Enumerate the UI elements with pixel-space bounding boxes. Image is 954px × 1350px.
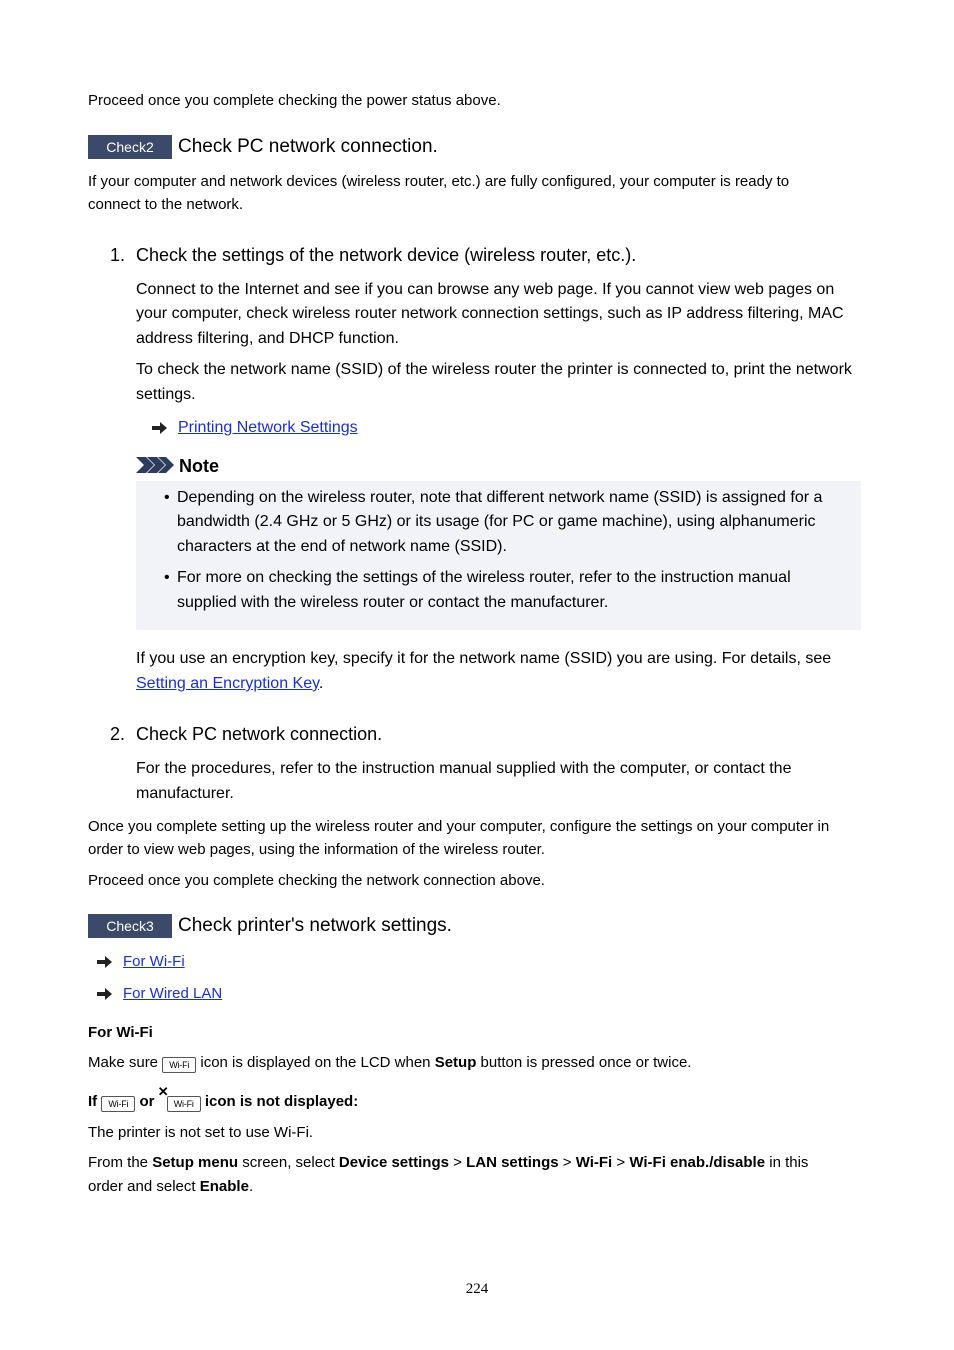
- make-sure-rest: icon is displayed on the LCD when: [200, 1054, 431, 1071]
- right-arrow-icon: [152, 422, 168, 434]
- check2-title: Check PC network connection.: [178, 136, 438, 157]
- check2-badge: Check2: [88, 135, 172, 159]
- in-this: in this: [769, 1154, 809, 1171]
- order-select: order and select: [88, 1178, 196, 1195]
- not-set-text: The printer is not set to use Wi-Fi.: [88, 1124, 314, 1141]
- step1-para1-1: Connect to the Internet and see if you can browse any web page. If you cannot view web pages on: [136, 281, 835, 298]
- check3-title: Check printer's network settings.: [178, 915, 452, 936]
- note-item-2-line-1: For more on checking the settings of the wireless router, refer to the instruction manual: [177, 569, 791, 586]
- for-wifi-link-row[interactable]: [97, 950, 185, 973]
- for-wired-lan-link[interactable]: For Wired LAN: [123, 985, 223, 1002]
- encryption-line-2: [136, 672, 323, 697]
- setting-encryption-key-link[interactable]: Setting an Encryption Key: [136, 675, 319, 692]
- for-wifi-link[interactable]: For Wi-Fi: [123, 953, 185, 970]
- encryption-line-1: If you use an encryption key, specify it for the network name (SSID) you are using. For details, see: [136, 650, 832, 667]
- wifi-label: Wi-Fi: [575, 1154, 613, 1171]
- enable-label: Enable: [199, 1178, 249, 1195]
- not-displayed-text: icon is not displayed:: [204, 1093, 359, 1110]
- screen-select: screen, select: [242, 1154, 335, 1171]
- step1-title: Check the settings of the network device (wireless router, etc.).: [136, 245, 637, 265]
- encryption-period: .: [318, 675, 324, 692]
- step1-para1-3: address filtering, and DHCP function.: [136, 330, 399, 347]
- intro-line: Proceed once you complete checking the power status above.: [88, 92, 501, 109]
- make-sure-end: button is pressed once or twice.: [480, 1054, 692, 1071]
- check2-intro-2: connect to the network.: [88, 196, 244, 213]
- note-item-1-line-3: characters at the end of network name (SSID).: [177, 538, 507, 555]
- wifi-icon: Wi-Fi: [162, 1057, 196, 1073]
- printing-network-settings-link-row[interactable]: [152, 416, 358, 441]
- note-title: Note: [179, 456, 219, 476]
- note-item-1-line-2: bandwidth (2.4 GHz or 5 GHz) or its usage (for PC or game machine), using alphanumeric: [177, 513, 816, 530]
- from-setup-menu-line-1: [88, 1151, 808, 1174]
- make-sure-text: Make sure: [88, 1054, 159, 1071]
- separator: >: [562, 1154, 572, 1171]
- step1-para2-1: To check the network name (SSID) of the wireless router the printer is connected to, print the network: [136, 361, 852, 378]
- wifi-icon: Wi-Fi: [167, 1096, 201, 1112]
- step1-para1-2: your computer, check wireless router network connection settings, such as IP address filtering, MAC: [136, 305, 844, 322]
- separator: >: [616, 1154, 626, 1171]
- if-text: If: [88, 1093, 98, 1110]
- for-wired-lan-link-row[interactable]: [97, 982, 222, 1005]
- from-setup-menu-line-2: [88, 1175, 253, 1198]
- after-steps-line-3: Proceed once you complete checking the network connection above.: [88, 872, 545, 889]
- wifi-enab-disable-label: Wi-Fi enab./disable: [629, 1154, 766, 1171]
- period: .: [248, 1178, 254, 1195]
- right-arrow-icon: [97, 988, 113, 1000]
- setup-menu-label: Setup menu: [152, 1154, 239, 1171]
- note-bullet-1: •: [164, 489, 170, 506]
- wifi-icon: Wi-Fi: [101, 1096, 135, 1112]
- device-settings-label: Device settings: [338, 1154, 449, 1171]
- note-icon: [136, 456, 176, 474]
- note-bullet-2: •: [164, 569, 170, 586]
- make-sure-line: [88, 1051, 691, 1074]
- step2-para-1: For the procedures, refer to the instruction manual supplied with the computer, or contact the: [136, 760, 792, 777]
- wifi-disabled-icon: ✕ Wi-Fi: [159, 1090, 201, 1113]
- check2-intro-1: If your computer and network devices (wireless router, etc.) are fully configured, your computer is ready to: [88, 173, 790, 190]
- check3-badge: Check3: [88, 914, 172, 938]
- step2-number: 2.: [110, 724, 126, 744]
- separator: >: [453, 1154, 462, 1171]
- step2-para-2: manufacturer.: [136, 785, 234, 802]
- after-steps-line-2: order to view web pages, using the information of the wireless router.: [88, 841, 545, 858]
- if-icon-not-displayed-heading: [88, 1084, 359, 1113]
- step1-para2-2: settings.: [136, 386, 196, 403]
- step2-title: Check PC network connection.: [136, 724, 383, 744]
- step1-number: 1.: [110, 245, 126, 265]
- note-item-2-line-2: supplied with the wireless router or contact the manufacturer.: [177, 594, 609, 611]
- after-steps-line-1: Once you complete setting up the wireless router and your computer, configure the settings on your computer in: [88, 818, 830, 835]
- right-arrow-icon: [97, 956, 113, 968]
- setup-button-label: Setup: [434, 1054, 477, 1071]
- from-the: From the: [88, 1154, 149, 1171]
- lan-settings-label: LAN settings: [466, 1154, 559, 1171]
- printing-network-settings-link[interactable]: Printing Network Settings: [178, 419, 358, 436]
- for-wifi-heading: For Wi-Fi: [88, 1024, 153, 1041]
- or-text: or: [139, 1093, 155, 1110]
- note-item-1-line-1: Depending on the wireless router, note that different network name (SSID) is assigned for a: [177, 489, 823, 506]
- page-number: 224: [465, 1281, 489, 1297]
